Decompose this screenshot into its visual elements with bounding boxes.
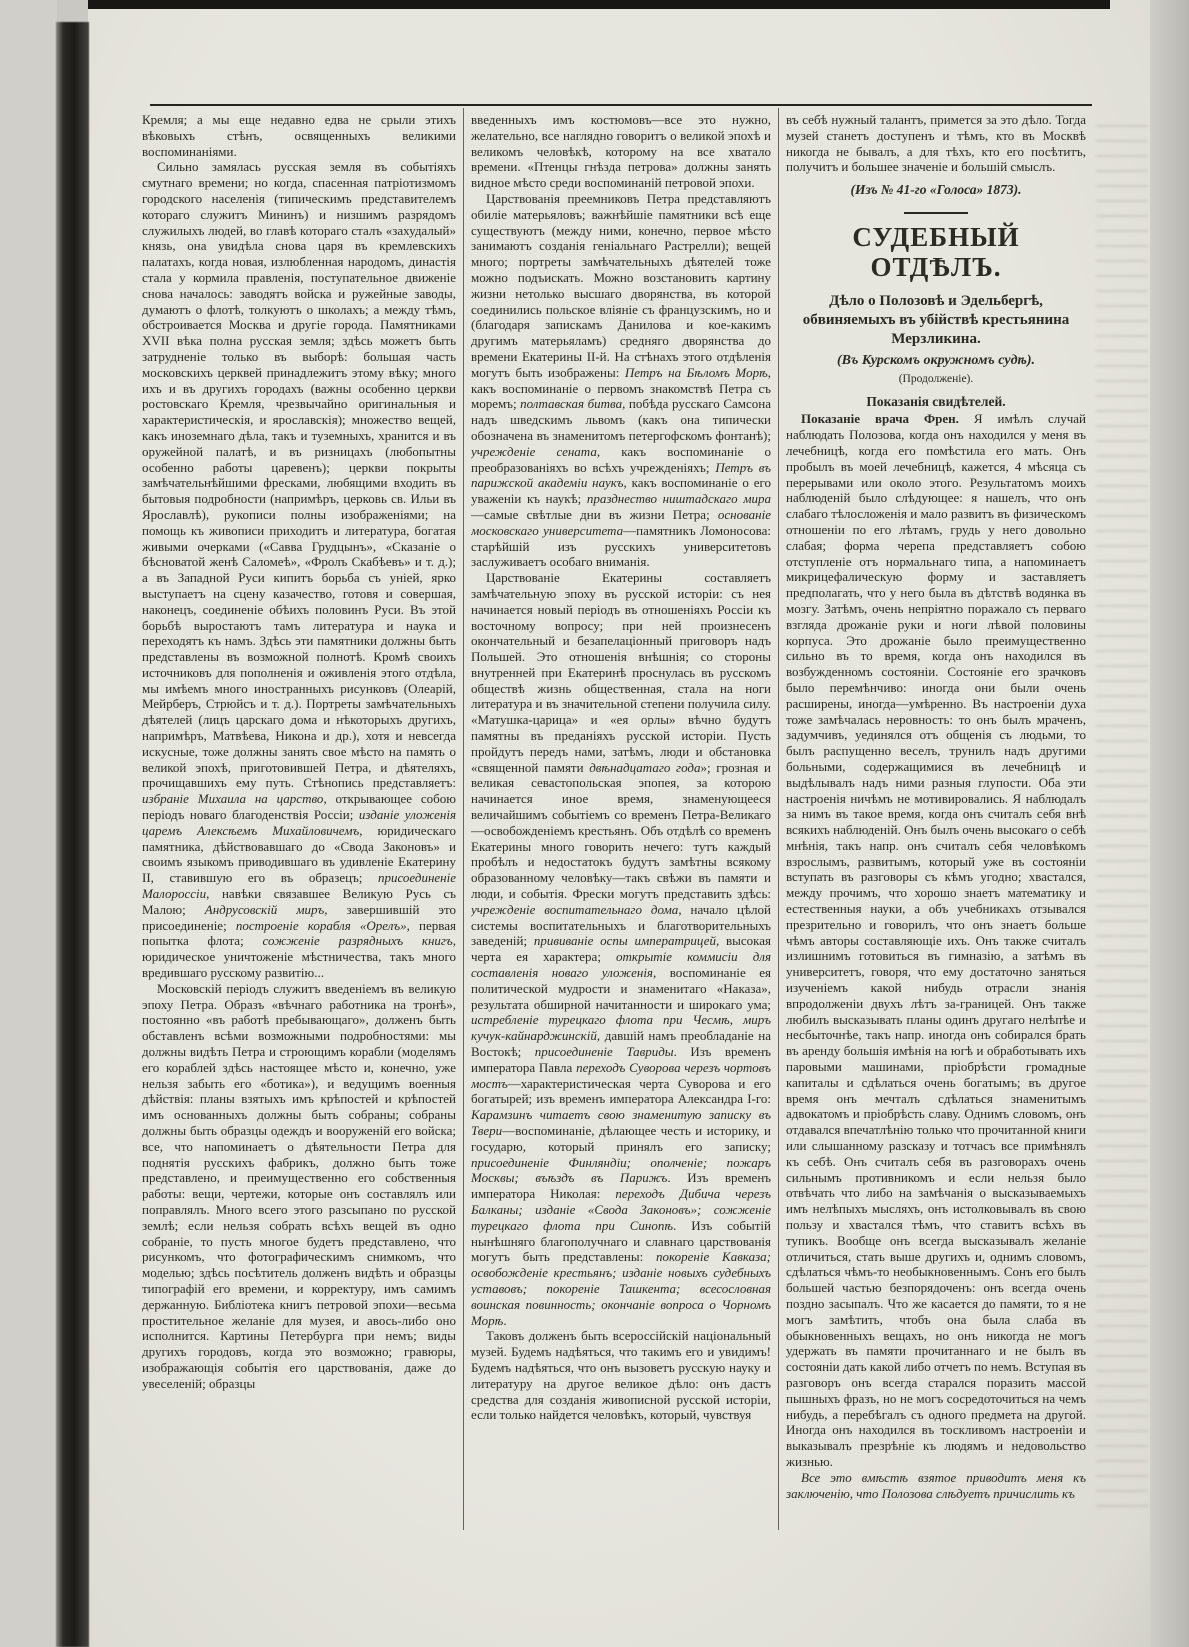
paragraph: введенныхъ имъ костюмовъ—все это нужно, желательно, все наглядно говоритъ о великой эпохѣ и великомъ человѣкѣ, которому на все хватало времени. «Птенцы гнѣзда петрова» должны занять видное мѣсто среди воспоминаній петровой эпохи.	[471, 112, 771, 191]
witness-heading: Показанія свидѣтелей.	[866, 393, 1006, 409]
page-top-rule	[150, 104, 1092, 106]
paragraph: Царствованіе Екатерины составляетъ замѣчательную эпоху въ русской исторіи: съ нея начинается новый періодъ въ отношеніяхъ Россіи къ восточному вопросу; при ней произнесенъ окончательный и безапелаціонный приговоръ надъ Польшей. Это отношенія внѣшнія; со стороны внутренней при Екатеринѣ проснулась въ русскомъ обществѣ жизнь общественная, стала на ноги литература и въ значительной степени получила силу. «Матушка-царица» и «ея орлы» вѣчно будутъ памятны въ преданіяхъ русской исторіи. Пусть пройдутъ передъ нами, затѣмъ, люди и обстановка «священной памяти двѣнадцатаго года»; грозная и великая севастопольская эпопея, за которою начинается иное время, знаменующееся величайшимъ событіемъ со временъ Петра-Великаго—освобожденіемъ крестьянъ. Объ отдѣлѣ со временъ Екатерины много говорить нечего: тутъ каждый пробѣлъ и недостатокъ будутъ замѣтны всякому образованному человѣку—такъ свѣжи въ памяти и люди, и событія. Фрески могутъ представить здѣсь: учрежденіе воспитательнаго дома, начало цѣлой системы воспитательныхъ и благотворительныхъ заведеній; прививаніе оспы императрицей, высокая черта ея характера; открытіе коммисіи для составленія новаго уложенія, воспоминаніе ея политической мудрости и знаменитаго «Наказа», результата обширной начитанности и широкаго ума; истребленіе турецкаго флота при Чесмѣ, миръ кучук-кайнарджинскій, давшій намъ преобладаніе на Востокѣ; присоединеніе Тавриды. Изъ временъ императора Павла переходъ Суворова черезъ чортовъ мостъ—характеристическая черта Суворова и его богатырей; изъ временъ императора Александра I-го: Карамзинъ читаетъ свою знаменитую записку въ Твери—воспоминаніе, дѣлающее честь и историку, и государю, который принялъ его записку; присоединеніе Финляндіи; ополченіе; пожаръ Москвы; въѣздъ въ Парижъ. Изъ временъ императора Николая: переходъ Дибича черезъ Балканы; изданіе «Свода Законовъ»; сожженіе турецкаго флота при Синопѣ. Изъ событій нынѣшняго благополучнаго и славнаго царствованія могутъ быть представлены: покореніе Кавказа; освобожденіе крестьянъ; изданіе новыхъ судебныхъ уставовъ; покореніе Ташкента; всесословная воинская повинность; окончаніе вопроса о Чорномъ Морѣ.	[471, 570, 771, 1328]
source-citation: (Изъ № 41-го «Голоса» 1873).	[850, 182, 1022, 198]
text-column-2	[471, 112, 771, 1528]
paragraph: Кремля; а мы еще недавно едва не срыли этихъ вѣковыхъ стѣнъ, освященныхъ великими воспоминаніями.	[142, 112, 456, 159]
paragraph: Царствованія преемниковъ Петра представляютъ обиліе матерьяловъ; важнѣйшіе памятники всѣ еще существуютъ (между ними, конечно, первое мѣсто занимаютъ созданія геніальнаго Растрелли); вещей много; портреты замѣчательныхъ дѣятелей тоже можно подъискать. Можно возстановить картину жизни нетолько высшаго дворянства, въ которой соединились польское вліяніе съ французскимъ, но и (благодаря запискамъ Данилова и кое-какимъ другимъ матерьяламъ) средняго дворянства до времени Екатерины II-й. На стѣнахъ этого отдѣленія могутъ быть изображены: Петръ на Бѣломъ Морѣ, какъ воспоминаніе о первомъ знакомствѣ Петра съ моремъ; полтавская битва, побѣда русскаго Самсона надъ шведскимъ львомъ (какъ она типически обозначена въ знаменитомъ петергофскомъ фонтанѣ); учрежденіе сената, какъ воспоминаніе о преобразованіяхъ во всѣхъ учрежденіяхъ; Петръ въ парижской академіи наукъ, какъ воспоминаніе о его уваженіи къ наукѣ; празднество ништадскаго мира—самые свѣтлые дни въ жизни Петра; основаніе московскаго университета—памятникъ Ломоносова: старѣйшій изъ русскихъ университетовъ заслуживаетъ особаго вниманія.	[471, 190, 771, 570]
scan-right-edge	[1150, 0, 1189, 1647]
scan-left-margin	[0, 0, 57, 1647]
paragraph: Таковъ долженъ быть всероссійскій національный музей. Будемъ надѣяться, что такимъ его и увидимъ! Будемъ надѣяться, что онъ вызоветъ русскую науку и литературу на другое великое дѣло: онъ дастъ средства для созданія живописной русской исторіи, если только найдется человѣкъ, который, чувствуя	[471, 1328, 771, 1423]
text-column-3	[786, 112, 1086, 1528]
binding-shadow-strip	[56, 22, 89, 1647]
paragraph: Сильно замялась русская земля въ событіяхъ смутнаго времени; но когда, спасенная патріотизмомъ городского населенія (типическимъ представителемъ котораго служитъ Мининъ) и низшимъ разрядомъ служилыхъ людей, во главѣ котораго сталъ «захудалый» князь, она увидѣла снова царя въ кремлевскихъ палатахъ, когда новая, излюбленная народомъ, династія стала у кормила правленія, поступательное движеніе снова началось: заводятъ войска и ружейные заводы, думаютъ о флотѣ, толкуютъ о школахъ; а между тѣмъ, обстроивается Москва и другіе города. Памятниками XVII вѣка полна русская земля; здѣсь можетъ быть затрудненіе только въ выборѣ: большая часть московскихъ церквей принадлежитъ этому вѣку; много ихъ и въ другихъ городахъ (важны особенно церкви ростовскаго Кремля, чрезвычайно оригинальныя и характеристическія, и ярославскія); множество вещей, какъ иноземнаго дѣла, такъ и туземныхъ, хранится и въ оружейной палатѣ, и въ ризницахъ (любопытны особенно работы царевенъ); церкви покрыты замѣчательнѣйшими фресками, любящими входить въ бытовыя подробности (напримѣръ, церковь св. Ильи въ Ярославлѣ), рукописи полны изображеніями; на помощь къ живописи приходитъ и литература, богатая живыми очерками («Савва Грудцынъ», «Сказаніе о бѣсноватой женѣ Саломеѣ», «Фролъ Скабѣевъ» и т. д.); а въ Западной Руси кипитъ борьба съ уніей, ярко выступаетъ на сцену казачество, готовя и совершая, наконецъ, соединеніе обѣихъ половинъ Руси. Въ этой борьбѣ выростаютъ тамъ литература и наука и переходятъ къ намъ. Здѣсь эти памятники должны быть представлены въ возможной полнотѣ. Кромѣ своихъ источниковъ для пополненія и оживленія этого отдѣла, мы имѣемъ много иностранныхъ рисунковъ (Олеарій, Мейрберъ, Стрюйсъ и т. д.). Портреты замѣчательныхъ дѣятелей (лицъ царскаго дома и нѣкоторыхъ другихъ, напримѣръ, Матвѣева, Никона и др.), хотя и невсегда искусные, тоже должны занять свое мѣсто на память о великой эпохѣ, приготовившей Петра, и дѣятеляхъ, прочищавшихъ ему путь. Стѣнопись представляетъ: избраніе Михаила на царство, открывающее собою періодъ новаго благоденствія Россіи; изданіе уложенія царемъ Алексѣемъ Михайловичемъ, юридическаго памятника, дѣйствовавшаго до «Свода Законовъ» и своимъ языкомъ приводившаго въ удивленіе Екатерину II, ставившую его въ образецъ; присоединеніе Малороссіи, навѣки связавшее Великую Русь съ Малою; Андрусовскій миръ, завершившій это присоединеніе; построеніе корабля «Орелъ», первая попытка флота; сожженіе разрядныхъ книгъ, юридическое уничтоженіе мѣстничества, такъ много вредившаго русскому развитію...	[142, 159, 456, 981]
continuation-note: (Продолженіе).	[898, 372, 974, 385]
column-divider-rule-1	[463, 108, 464, 1530]
court-line: (Въ Курскомъ окружномъ судѣ).	[836, 352, 1036, 368]
scan-top-edge-bar	[88, 0, 1110, 9]
section-divider-rule	[904, 212, 968, 214]
bleed-through-ghost-text	[1096, 125, 1148, 1510]
section-title: СУДЕБНЫЙ ОТДѢЛЪ.	[852, 221, 1020, 282]
text-column-1	[142, 112, 456, 1528]
column-divider-rule-2	[778, 108, 779, 1530]
paragraph: Московскій періодъ служитъ введеніемъ въ великую эпоху Петра. Образъ «вѣчнаго работника на тронѣ», постоянно «въ работѣ пребывающаго», долженъ быть обставленъ всѣми возможными подробностями: мы должны видѣть Петра и строющимъ корабли (моделямъ его кораблей здѣсь настоящее мѣсто и, конечно, уже нельзя забыть его «ботика»), и ведущимъ военныя дѣйствія: планы взятыхъ имъ крѣпостей и крѣпостей имъ основанныхъ должны быть собраны; собраны должны быть образцы одеждъ и вооруженій его войска; все, что напоминаетъ о дѣятельности Петра для поднятія русскихъ фабрикъ, должно быть тоже представлено, и преимущественно его собственныя работы: вещи, чертежи, которые онъ составлялъ или поправлялъ. Много всего этого разсыпано по русской землѣ; если нельзя собрать всѣхъ вещей въ одно собраніе, то пусть многое будетъ представлено, что рисункомъ, что фотографическимъ снимкомъ, что моделью; здѣсь посѣтитель долженъ видѣть и образцы типографій его времени, и корректуру, имъ самимъ держанную. Библіотека книгъ петровой эпохи—весьма простительное желаніе для музея, и авось-либо оно исполнится. Картины Петербурга при немъ; виды другихъ городовъ, когда это возможно; гравюры, изображающія событія его царствованія, даже до увеселеній; образцы	[142, 980, 456, 1391]
paragraph: Все это вмѣстѣ взятое приводитъ меня къ заключенію, что Полозова слѣдуетъ причислить къ	[786, 1469, 1086, 1501]
paragraph: Показаніе врача Френ. Я имѣлъ случай наблюдать Полозова, когда онъ находился у меня въ лечебницѣ, когда его помѣстила его мать. Онъ пробылъ въ моей лечебницѣ, кажется, 4 мѣсяца съ перерывами или около этого. Результатомъ моихъ наблюденій было слѣдующее: я нашелъ, что онъ слабаго тѣлосложенія и мало развитъ въ физическомъ отношеніи по его лѣтамъ, грудь у него довольно слабая; форма черепа представляетъ собою отступленіе отъ нормальнаго типа, а напоминаетъ микрицефалическую форму и заставляетъ предполагать, что у него была въ дѣтствѣ водянка въ мозгу. Затѣмъ, очень непріятно поражало съ перваго взгляда дрожаніе руки и ноги лѣвой половины корпуса. Это дрожаніе было преимущественно сильно въ то время, когда онъ находился въ возбужденномъ состояніи. Состояніе его зрачковъ было перемѣнчиво: иногда они были очень расширены, иногда—умѣренно. Въ настроеніи духа тоже замѣчалась неровность: то онъ былъ мраченъ, задумчивъ, уединялся отъ общенія съ людьми, то былъ распущенно веселъ, трунилъ надъ другими больными, содержащимися въ лечебницѣ и выдѣлывалъ надъ ними разныя глупости. Оба эти настроенія ничѣмъ не мотивировались. Я наблюдалъ за нимъ въ такое время, когда онъ считалъ себя внѣ всякихъ наблюденій. Онъ былъ очень высокаго о себѣ мнѣнія, такъ напр. онъ считалъ себя человѣкомъ взрослымъ, развитымъ, который уже въ состояніи вступать въ разговоры съ кѣмъ угодно; хвастался, между прочимъ, что хорошо знаетъ математику и естественныя науки, а объ учебникахъ отзывался презрительно и говорилъ, что онъ знаетъ больше чѣмъ авторы составляющіе ихъ. Онъ также считалъ излишнимъ готовиться въ гимназію, а затѣмъ въ университетъ, говоря, что ему достаточно заняться изученіемъ какой нибудь отрасли знанія впродолженіи двухъ лѣтъ за-границей. Онъ также любилъ высказывать планы одинъ другаго нелѣпѣе и несбыточнѣе, такъ напр. иногда онъ собирался брать въ аренду большія имѣнія на югѣ и обработывать ихъ паровыми машинами, пріобрѣсти громадные капиталы и сдѣлаться очень богатымъ; въ другое время онъ мечталъ сдѣлаться знаменитымъ адвокатомъ и пріобрѣсть славу. Однимъ словомъ, онъ отдавался впечатлѣнію только что прочитанной книги или слышанному разсказу и тотчасъ все примѣнялъ къ себѣ. Онъ считалъ себя въ разговорахъ очень сильнымъ противникомъ и если нельзя было отвѣчать что либо на замѣчанія о высказываемыхъ имъ нелѣпыхъ мысляхъ, онъ истолковывалъ въ свою пользу и хвастался тѣмъ, что ставитъ всѣхъ въ тупикъ. Вообще онъ всегда высказывалъ желаніе отличиться, стать выше другихъ и, однимъ словомъ, сдѣлаться чѣмъ-то необыкновеннымъ. Сонъ его былъ большей частью безпорядоченъ: онъ всегда очень поздно засыпалъ. Что же касается до памяти, то я не могъ замѣтить, чтобъ она была слаба въ обыкновенныхъ вещахъ, но онъ никогда не могъ удержать въ памяти прочитаннаго и не былъ въ состояніи дать какой либо отчетъ по немъ. Вступая въ разговоръ онъ всегда старался поразить массой пышныхъ фразъ, но не могъ сосредоточиться на чемъ нибудь, а перебѣгалъ съ одного предмета на другой. Иногда онъ находился въ тоскливомъ настроеніи и выказывалъ презрѣніе къ людямъ и недовольство жизнью.	[786, 411, 1086, 1469]
paragraph: въ себѣ нужный талантъ, примется за это дѣло. Тогда музей станетъ доступенъ и тѣмъ, кто въ Москвѣ никогда не бывалъ, а для тѣхъ, кто его посѣтитъ, получитъ и большее значеніе и большій смыслъ.	[786, 112, 1086, 175]
case-title: Дѣло о Полозовѣ и Эдельбергѣ, обвиняемыхъ въ убійствѣ крестьянина Мерзликина.	[802, 292, 1070, 347]
